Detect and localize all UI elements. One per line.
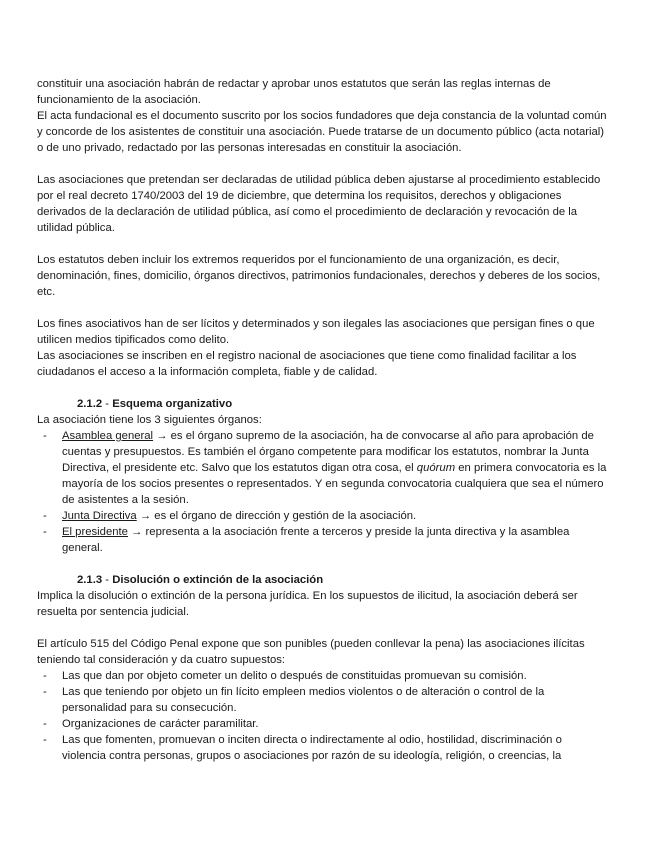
section-title: Esquema organizativo — [112, 398, 233, 410]
section-number: 2.1.3 — [77, 574, 103, 586]
list-item-text: en primera convocatoria es la mayoría de los socios presentes o representados. Y en segunda convocatoria cualquiera que sea el número de asistentes a la sesión. — [62, 462, 607, 506]
list-item: - Organizaciones de carácter paramilitar. — [37, 716, 607, 732]
organs-list — [37, 428, 607, 556]
paragraph: Los estatutos deben incluir los extremos requeridos por el funcionamiento de una organización, es decir, denominación, fines, domicilio, órganos directivos, patrimonios fundacionales, derechos y deberes de los socios, etc. — [37, 254, 601, 298]
paragraph: El artículo 515 del Código Penal expone que son punibles (pueden conllevar la pena) las asociaciones ilícitas teniendo tal consideración y da cuatro supuestos: — [37, 638, 585, 666]
section-heading — [37, 572, 607, 588]
list-item: - Las que fomenten, promuevan o inciten directa o indirectamente al odio, hostilidad, discriminación o violencia contra personas, grupos o asociaciones por razón de su ideología, religión, o creencias, la — [37, 732, 607, 764]
section-title: Disolución o extinción de la asociación — [112, 574, 324, 586]
list-item: - Las que dan por objeto cometer un delito o después de constituidas promuevan su comisión. — [37, 668, 607, 684]
section-separator: - — [102, 398, 113, 410]
document-page — [37, 76, 607, 764]
paragraph: La asociación tiene los 3 siguientes órganos: — [37, 414, 262, 426]
paragraph: Implica la disolución o extinción de la persona jurídica. En los supuestos de ilicitud, la asociación deberá ser resuelta por sentencia judicial. — [37, 590, 578, 618]
list-item — [37, 428, 607, 508]
italic-term: quórum — [416, 462, 456, 474]
list-item-text: → representa a la asociación frente a terceros y preside la junta directiva y la asamblea general. — [62, 526, 570, 554]
list-item-text: → es el órgano de dirección y gestión de la asociación. — [136, 510, 417, 522]
paragraph: El acta fundacional es el documento suscrito por los socios fundadores que deja constancia de la voluntad común y concorde de los asistentes de constituir una asociación. Puede tratarse de un documento público (acta notarial) o de uno privado, redactado por las personas interesadas en constituir la asociación. — [37, 110, 607, 154]
paragraph: constituir una asociación habrán de redactar y aprobar unos estatutos que serán las reglas internas de funcionamiento de la asociación. — [37, 78, 551, 106]
term-junta-directiva: Junta Directiva — [62, 510, 137, 522]
term-presidente: El presidente — [62, 526, 128, 538]
list-item: - Las que teniendo por objeto un fin lícito empleen medios violentos o de alteración o control de la personalidad para su consecución. — [37, 684, 607, 716]
paragraph: Las asociaciones se inscriben en el registro nacional de asociaciones que tiene como finalidad facilitar a los ciudadanos el acceso a la información completa, fiable y de calidad. — [37, 350, 577, 378]
list-item — [37, 508, 607, 524]
paragraph: Las asociaciones que pretendan ser declaradas de utilidad pública deben ajustarse al procedimiento establecido por el real decreto 1740/2003 del 19 de diciembre, que determina los requisitos, derechos y obligaciones derivados de la declaración de utilidad pública, así como el procedimiento de declaración y revocación de la utilidad pública. — [37, 174, 601, 234]
illicit-associations-list — [37, 668, 607, 764]
list-item-text: → es el órgano supremo de la asociación, ha de convocarse al año para aprobación de cuentas y presupuestos. Es también el órgano competente para modificar los estatutos, nombrar la Junta Directiva, el presidente etc. Salvo que los estatutos digan otra cosa, el — [62, 430, 594, 474]
paragraph: Los fines asociativos han de ser lícitos y determinados y son ilegales las asociaciones que persigan fines o que utilicen medios tipificados como delito. — [37, 318, 595, 346]
section-separator: - — [102, 574, 113, 586]
list-item — [37, 524, 607, 556]
term-asamblea-general: Asamblea general — [62, 430, 154, 442]
section-heading — [37, 396, 607, 412]
section-number: 2.1.2 — [77, 398, 103, 410]
